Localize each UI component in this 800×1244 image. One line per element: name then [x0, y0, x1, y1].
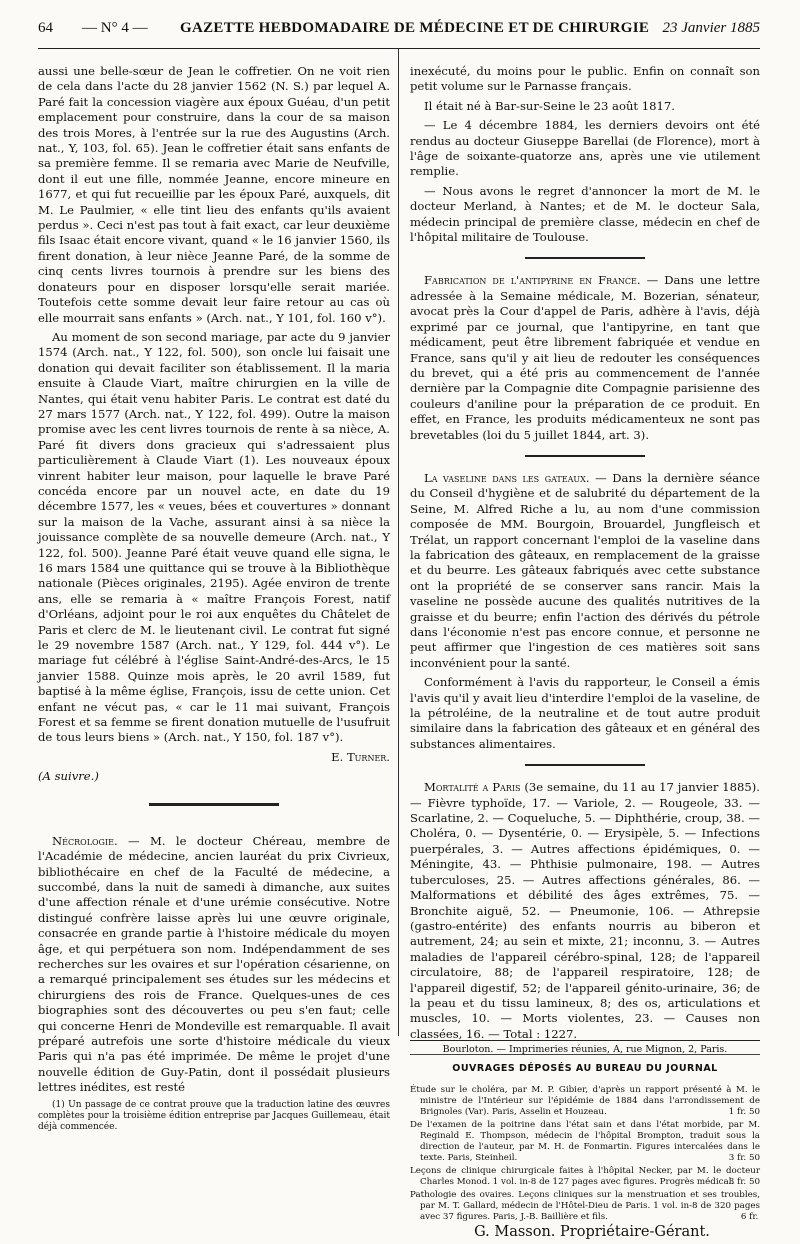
mortality-paragraph: [410, 780, 760, 1042]
article-paragraph: inexécuté, du moins pour le public. Enfin on connaît son petit volume sur le Parnasse français.: [410, 64, 760, 94]
author-signature: E. Turner.: [331, 749, 390, 764]
books-section-title: OUVRAGES DÉPOSÉS AU BUREAU DU JOURNAL: [410, 1054, 760, 1076]
antipyrine-paragraph: [410, 273, 760, 442]
mortality-text: (3e semaine, du 11 au 17 janvier 1885). — Fièvre typhoïde, 17. — Variole, 2. — Rougeole, 33. — Scarlatine, 2. — Coqueluche, 5. — Diphthérie, croup, 38. — Choléra, 0. — Dysentérie, 0. — Erysipèle, 5. — Infections puerpérales, 3. — Autres affections épidémiques, 0. — Méningite, 43. — Phthisie pulmonaire, 198. — Autres tuberculoses, 25. — Autres affections générales, 86. — Malformations et débilité des âges extrêmes, 75. — Bronchite aiguë, 52. — Pneumonie, 106. — Athrepsie (gastro-entérite) des enfants nourris au biberon et autrement, 24; au sein et mixte, 21; inconnu, 3. — Autres maladies de l'appareil cérébro-spinal, 128; de l'appareil circulatoire, 88; de l'appareil respiratoire, 128; de l'appareil digestif, 52; de l'appareil génito-urinaire, 36; de la peau et du tissu lamineux, 8; des os, articulations et muscles, 10. — Morts violentes, 23. — Causes non classées, 16. — Total : 1227.: [410, 780, 760, 1041]
section-separator: [525, 257, 645, 259]
right-column: [410, 64, 760, 1244]
section-separator: [525, 764, 645, 766]
section-separator: [525, 455, 645, 457]
book-entry: [410, 1120, 760, 1164]
necrology-paragraph: [38, 834, 390, 1096]
book-price: 3 fr. 50: [728, 1152, 760, 1163]
books-list: [410, 1085, 760, 1223]
antipyrine-label: Fabrication de l'antipyrine en France.: [424, 273, 641, 288]
book-price: 6 fr.: [740, 1211, 759, 1222]
book-price: 3 fr. 50: [728, 1176, 760, 1187]
necrology-label: Nécrologie.: [52, 833, 118, 848]
vaseline-paragraph: [410, 471, 760, 671]
book-entry: [410, 1166, 760, 1188]
left-column: [38, 64, 390, 1137]
vaseline-text: — Dans la dernière séance du Conseil d'hygiène et de salubrité du département de la Seine, M. Alfred Riche a lu, au nom d'une commission composée de MM. Bourgoin, Brouardel, Jungfleisch et Trélat, un rapport concernant l'emploi de la vaseline dans la fabrication des gâteaux, en remplacement de la graisse et du beurre. Les gâteaux fabriqués avec cette substance ont la propriété de se conserver sans rancir. Mais la vaseline ne possède aucune des qualités nutritives de la graisse et du beurre; enfin l'action des dérivés du pétrole dans l'économie n'est pas encore connue, et personne ne peut affirmer que l'ingestion de ces matières soit sans inconvénient pour la santé.: [410, 470, 760, 670]
vaseline-paragraph-2: Conformément à l'avis du rapporteur, le Conseil a émis l'avis qu'il y avait lieu d'interdire l'emploi de la vaseline, de la pétroléine, de la neutraline et de tout autre produit similaire dans la fabrication des gâteaux et en général des substances alimentaires.: [410, 675, 760, 751]
journal-title: GAZETTE HEBDOMADAIRE DE MÉDECINE ET DE CHIRURGIE: [180, 20, 650, 36]
vaseline-label: La vaseline dans les gateaux.: [424, 470, 590, 485]
issue-number: — N° 4 —: [82, 20, 148, 36]
book-entry: [410, 1085, 760, 1118]
printer-imprint: Bourloton. — Imprimeries réunies, A, rue Mignon, 2, Paris.: [410, 1040, 760, 1055]
publisher-signature: G. Masson. Propriétaire-Gérant.: [474, 1223, 710, 1240]
book-text: Pathologie des ovaires. Leçons cliniques sur la menstruation et ses troubles, par M. T. Gallard, médecin de l'Hôtel-Dieu de Paris. 1 vol. in-8 de 320 pages avec 37 figures. Paris, J.-B. Baillière et fils.: [410, 1189, 760, 1222]
footnote: (1) Un passage de ce contrat prouve que la traduction latine des œuvres complètes pour la troisième édition entreprise par Jacques Guillemeau, était déjà commencée.: [38, 1099, 390, 1132]
obituary-note: — Nous avons le regret d'annoncer la mort de M. le docteur Merland, à Nantes; et de M. le docteur Sala, médecin principal de première classe, médecin en chef de l'hôpital militaire de Toulouse.: [410, 183, 760, 245]
obituary-note: — Le 4 décembre 1884, les derniers devoirs ont été rendus au docteur Giuseppe Barellai (de Florence), mort à l'âge de soixante-quatorze ans, après une vie utilement remplie.: [410, 118, 760, 179]
book-entry: [410, 1190, 760, 1223]
page-header: [38, 14, 760, 49]
column-divider: [398, 48, 399, 1036]
book-text: Leçons de clinique chirurgicale faites à l'hôpital Necker, par M. le docteur Charles Monod. 1 vol. in-8 de 127 pages avec figures. Progrès médical.: [410, 1165, 760, 1187]
section-separator: [149, 803, 279, 806]
mortality-label: Mortalité a Paris: [424, 780, 521, 795]
issue-date: 23 Janvier 1885: [662, 20, 760, 36]
page-number: 64: [38, 20, 53, 36]
book-text: Étude sur le choléra, par M. P. Gibier, d'après un rapport présenté à M. le ministre de l'Intérieur sur l'épidémie de 1884 dans l'arrondissement de Brignoles (Var). Paris, Asselin et Houzeau.: [410, 1084, 760, 1117]
book-text: De l'examen de la poitrine dans l'état sain et dans l'état morbide, par M. Reginald E. Thompson, médecin de l'hôpital Brompton, traduit sous la direction de l'auteur, par M. H. de Fonmartin. Figures intercalées dans le texte. Paris, Steinheil.: [410, 1119, 760, 1163]
book-price: 1 fr. 50: [728, 1106, 760, 1117]
continued-note: (A suivre.): [38, 769, 99, 784]
article-paragraph: Il était né à Bar-sur-Seine le 23 août 1817.: [424, 98, 675, 113]
antipyrine-text: — Dans une lettre adressée à la Semaine médicale, M. Bozerian, sénateur, avocat près la Cour d'appel de Paris, adhère à l'avis, déjà exprimé par ce journal, que l'antipyrine, en tant que médicament, peut être librement fabriquée et vendue en France, sans qu'il y ait lieu de redouter les conséquences du brevet, qui a été pris au commencement de l'année dernière par la Compagnie dite Compagnie parisienne des couleurs d'aniline pour la préparation de ce produit. En effet, en France, les produits médicamenteux ne sont pas brevetables (loi du 5 juillet 1844, art. 3).: [410, 273, 761, 442]
necrology-text: — M. le docteur Chéreau, membre de l'Académie de médecine, ancien lauréat du prix Civrieux, bibliothécaire en chef de la Faculté de médecine, a succombé, dans la nuit de samedi à dimanche, aux suites d'une affection rénale et d'une urémie consécutive. Notre distingué confrère laisse après lui une œuvre originale, consacrée en grande partie à l'histoire médicale du moyen âge, et qui perpétuera son nom. Indépendamment de ses recherches sur les ovaires et sur l'opération césarienne, on a remarqué principalement ses études sur les médecins et chirurgiens des rois de France. Quelques-unes de ces biographies sont des découvertes ou peu s'en faut; celle qui concerne Henri de Mondeville est remarquable. Il avait préparé autrefois une sorte d'histoire médicale du vieux Paris qui n'a pas été imprimée. De même le projet d'une nouvelle édition de Guy-Patin, dont il possédait plusieurs lettres inédites, est resté: [38, 833, 390, 1095]
article-paragraph: aussi une belle-sœur de Jean le coffretier. On ne voit rien de cela dans l'acte du 28 janvier 1562 (N. S.) par lequel A. Paré fait la concession viagère aux époux Guéau, d'un petit emplacement pour construire, dans la cour de sa maison des trois Mores, à l'entrée sur la rue des Augustins (Arch. nat., Y, 103, fol. 65). Jean le coffretier était sans enfants de sa première femme. Il se remaria avec Marie de Neufville, dont il eut une fille, nommée Jeanne, encore mineure en 1677, et qui fut recueillie par les époux Paré, auxquels, dit M. Le Paulmier, « elle tint lieu des enfants qu'ils avaient perdus ». Ceci n'est pas tout à fait exact, car leur deuxième fils Isaac était encore vivant, quand « le 16 janvier 1560, ils firent donation, à leur nièce Jeanne Paré, de la somme de cinq cents livres tournois à prendre sur les biens des donateurs pour en disposer lorsqu'elle serait mariée. Toutefois cette somme devait leur faire retour au cas où elle mourrait sans enfants » (Arch. nat., Y 101, fol. 160 v°).: [38, 64, 390, 325]
article-paragraph: Au moment de son second mariage, par acte du 9 janvier 1574 (Arch. nat., Y 122, fol. 500), son oncle lui faisait une donation qui devait faciliter son établissement. Il la maria ensuite à Claude Viart, maître chirurgien en la ville de Nantes, qui était venu habiter Paris. Le contrat est daté du 27 mars 1577 (Arch. nat., Y 122, fol. 499). Outre la maison promise avec les cent livres tournois de rente à sa nièce, A. Paré fit divers dons gracieux qui s'adressaient plus particulièrement à Claude Viart (1). Les nouveaux époux vinrent habiter leur maison, pour laquelle le brave Paré concéda encore par un nouvel acte, en date du 19 décembre 1577, les « veues, bées et couvertures » donnant sur la maison de la Vache, assurant ainsi à sa nièce la jouissance complète de sa nouvelle demeure (Arch. nat., Y 122, fol. 500). Jeanne Paré était veuve quand elle signa, le 16 mars 1584 une quittance qui se trouve à la Bibliothèque nationale (Pièces originales, 2195). Agée environ de trente ans, elle se remaria à « maître François Forest, natif d'Orléans, adjoint pour le roi aux enquêtes du Châtelet de Paris et clerc de M. le lieutenant civil. Le contrat fut signé le 29 novembre 1587 (Arch. nat., Y 129, fol. 444 v°). Le mariage fut célébré à l'église Saint-André-des-Arcs, le 15 janvier 1588. Quinze mois après, le 20 avril 1589, fut baptisé à la même église, François, issu de cette union. Cet enfant ne vécut pas, « car le 11 mai suivant, François Forest et sa femme se firent donation mutuelle de l'usufruit de tous leurs biens » (Arch. nat., Y 150, fol. 187 v°).: [38, 329, 390, 745]
